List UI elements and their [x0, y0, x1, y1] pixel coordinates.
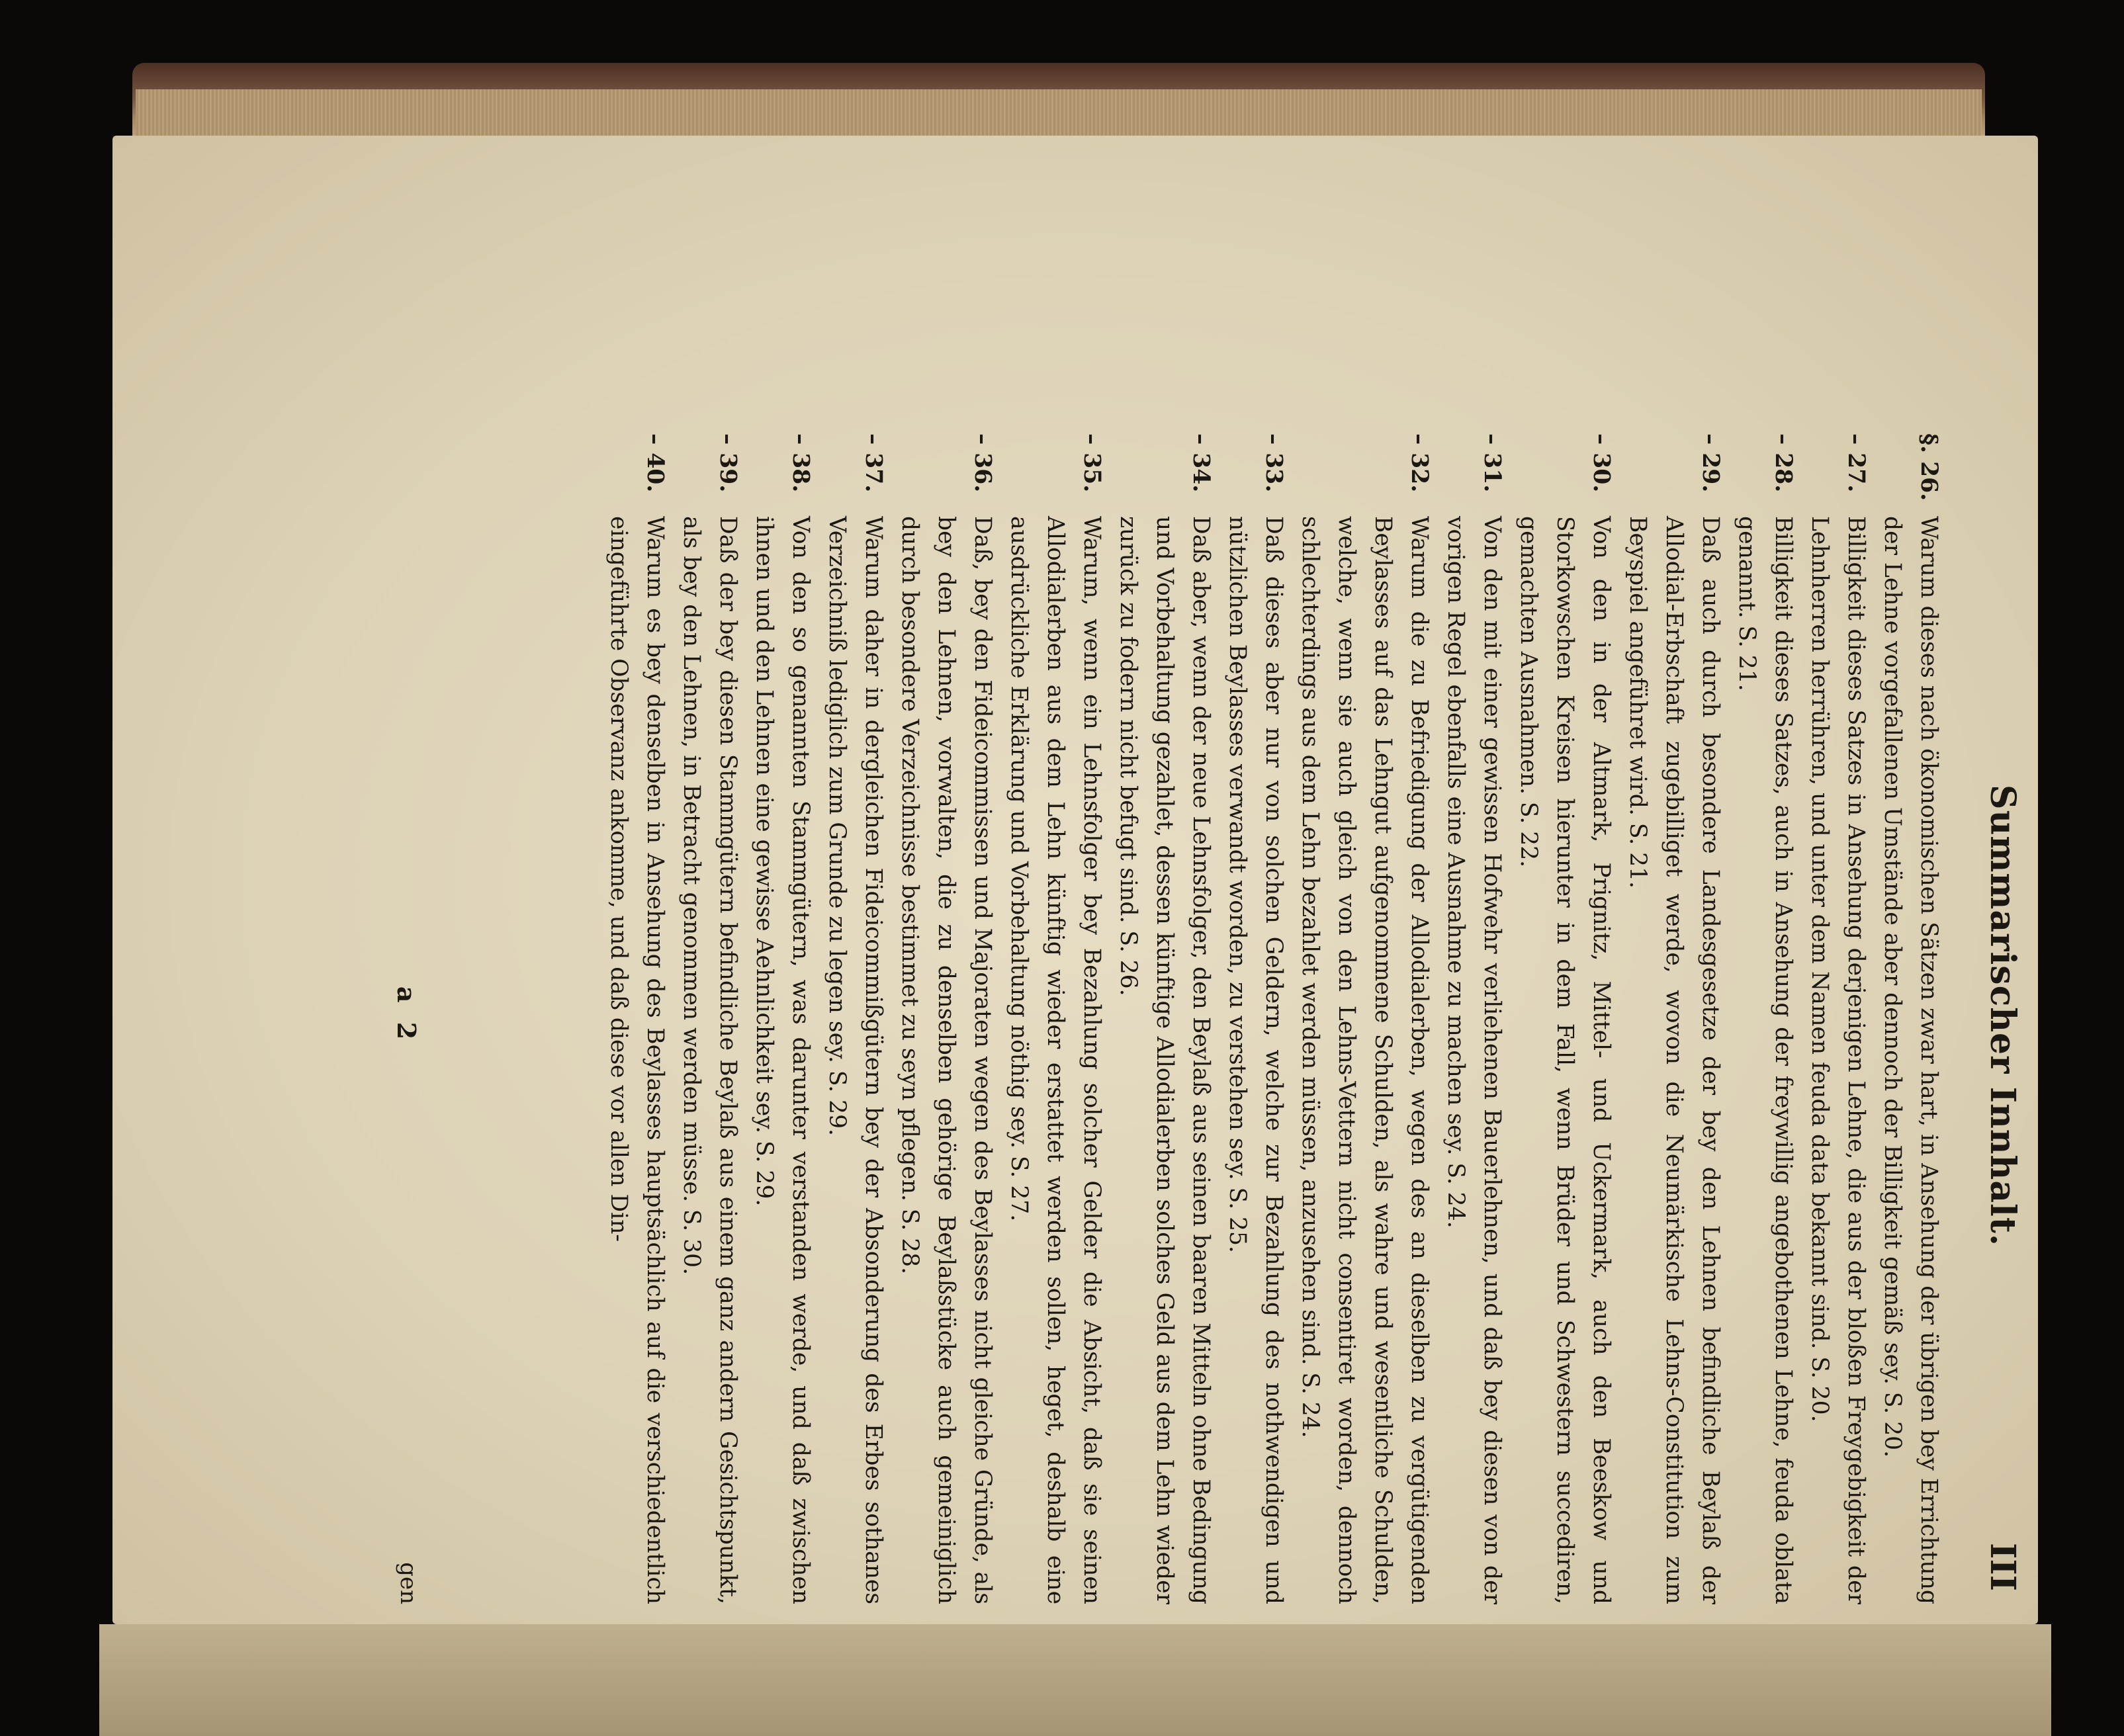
- section-number: – 29.: [1697, 433, 1724, 493]
- section-summary: Von den so genannten Stammgütern, was darunter verstanden werde, und daß zwischen ihnen und den Lehnen eine gewisse Aehnlichkeit sey. S. 29.: [751, 516, 814, 1604]
- list-item: [600, 433, 673, 1604]
- list-item: [1801, 433, 1874, 1604]
- section-number: – 37.: [860, 433, 887, 493]
- book-page: [112, 136, 2038, 1624]
- section-number: – 36.: [969, 433, 996, 493]
- section-number: – 34.: [1188, 433, 1214, 493]
- section-number: – 27.: [1843, 433, 1869, 493]
- page-block-edge: [136, 89, 1982, 136]
- entry-list: [600, 433, 1947, 1604]
- list-item: [1510, 433, 1619, 1604]
- list-item: [673, 433, 746, 1604]
- section-number: – 40.: [642, 433, 668, 493]
- list-item: [1437, 433, 1510, 1604]
- section-summary: Von den mit einer gewissen Hofwehr verliehenen Bauerlehnen, und daß bey diesen von der vorigen Regel ebenfalls eine Ausnahme zu machen sey. S. 24.: [1442, 516, 1505, 1604]
- section-number: – 28.: [1770, 433, 1796, 493]
- section-number: – 32.: [1406, 433, 1433, 493]
- section-summary: Billigkeit dieses Satzes, auch in Ansehung der freywillig angebothenen Lehne, feuda oblata genannt. S. 21.: [1734, 516, 1796, 1604]
- section-summary: Daß, bey den Fideicommissen und Majoraten wegen des Beylasses nicht gleiche Gründe, als bey den Lehnen, vorwalten, die zu denselben gehörige Beylaßstücke auch gemeiniglich durch besondere Verzeichnisse bestimmet zu seyn pflegen. S. 28.: [897, 516, 996, 1604]
- section-summary: Daß auch durch besondere Landesgesetze der bey den Lehnen befindliche Beylaß der Allodial-Erbschaft zugebilliget werde, wovon die Neumärkische Lehns-Constitution zum Beyspiel angeführet wird. S. 21.: [1624, 516, 1724, 1604]
- list-item: [1619, 433, 1728, 1604]
- page-title: Summarischer Innhalt.: [1982, 785, 2023, 1246]
- list-item: [1219, 433, 1292, 1604]
- section-summary: Von den in der Altmark, Prignitz, Mittel- und Uckermark, auch den Beeskow und Storkowschen Kreisen hierunter in dem Fall, wenn Brüder und Schwestern succediren, gemachten Ausnahmen. S. 22.: [1515, 516, 1615, 1604]
- section-summary: Warum daher in dergleichen Fideicommißgütern bey der Absonderung des Erbes sothanes Verzeichniß lediglich zum Grunde zu legen sey. S. 29.: [824, 516, 887, 1604]
- list-item: [891, 433, 1000, 1604]
- section-summary: Daß der bey diesen Stammgütern befindliche Beylaß aus einem ganz andern Gesichtspunkt, als bey den Lehnen, in Betracht genommen werden müsse. S. 30.: [678, 516, 741, 1604]
- section-number: – 30.: [1588, 433, 1615, 493]
- section-summary: Daß dieses aber nur von solchen Geldern, welche zur Bezahlung des nothwendigen und nützlichen Beylasses verwandt worden, zu verstehen sey. S. 25.: [1224, 516, 1287, 1604]
- signature-mark: a 2: [392, 986, 421, 1045]
- section-summary: Warum es bey denselben in Ansehung des Beylasses hauptsächlich auf die verschiedentlich eingeführte Observanz ankomme, und daß diese vor allen Din-: [605, 516, 668, 1604]
- list-item: [746, 433, 819, 1604]
- section-number: §. 26.: [1916, 433, 1942, 501]
- list-item: [1292, 433, 1437, 1604]
- list-item: [1000, 433, 1110, 1604]
- page-number: III: [1982, 1543, 2023, 1591]
- rotated-text-block: [309, 354, 2062, 1677]
- list-item: [1874, 433, 1947, 1604]
- list-item: [1110, 433, 1219, 1604]
- catchword: gen: [395, 1562, 421, 1604]
- list-item: [819, 433, 891, 1604]
- page-header: [1976, 440, 2023, 1591]
- section-summary: Daß aber, wenn der neue Lehnsfolger, den Beylaß aus seinen baaren Mitteln ohne Bedingung und Vorbehaltung gezahlet, dessen künftige Allodialerben solches Geld aus dem Lehn wieder zurück zu fodern nicht befugt sind. S. 26.: [1115, 516, 1214, 1604]
- section-number: – 31.: [1479, 433, 1505, 493]
- section-summary: Warum, wenn ein Lehnsfolger bey Bezahlung solcher Gelder die Absicht, daß sie seinen Allodialerben aus dem Lehn künftig wieder erstattet werden sollen, heget, deshalb eine ausdrückliche Erklärung und Vorbehaltung nöthig sey. S. 27.: [1006, 516, 1105, 1604]
- section-summary: Billigkeit dieses Satzes in Ansehung derjenigen Lehne, die aus der bloßen Freygebigkeit der Lehnherren herrühren, und unter dem Namen feuda data bekannt sind. S. 20.: [1806, 516, 1869, 1604]
- section-number: – 35.: [1079, 433, 1105, 493]
- section-number: – 39.: [715, 433, 741, 493]
- section-summary: Warum die zu Befriedigung der Allodialerben, wegen des an dieselben zu vergütigenden Beylasses auf das Lehngut aufgenommene Schulden, als wahre und wesentliche Schulden, welche, wenn sie auch gleich von den Lehns-Vettern nicht consentiret worden, dennoch schlechterdings aus dem Lehn bezahlet werden müssen, anzusehen sind. S. 24.: [1297, 516, 1433, 1604]
- section-number: – 33.: [1261, 433, 1287, 493]
- section-number: – 38.: [787, 433, 814, 493]
- list-item: [1728, 433, 1801, 1604]
- section-summary: Warum dieses nach ökonomischen Sätzen zwar hart, in Ansehung der übrigen bey Errichtung der Lehne vorgefallenen Umstände aber dennoch der Billigkeit gemäß sey. S. 20.: [1879, 516, 1942, 1604]
